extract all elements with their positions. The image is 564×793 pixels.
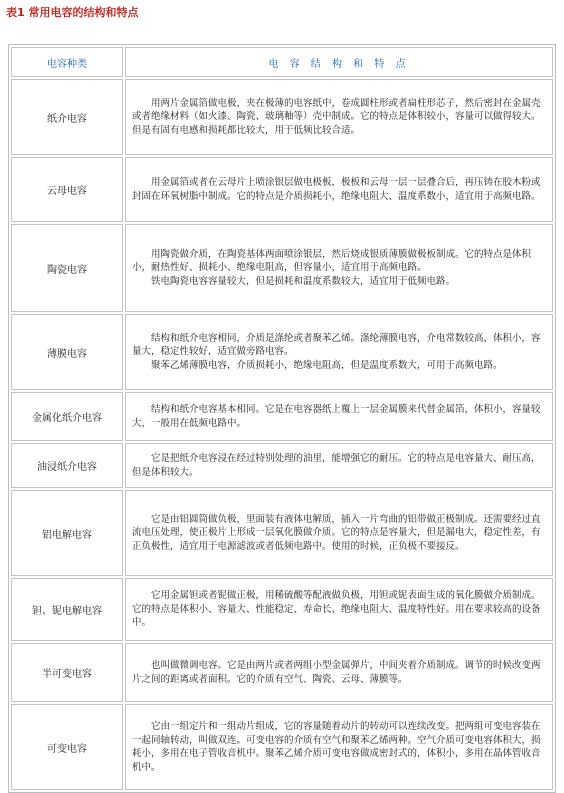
capacitor-name: 半可变电容: [11, 643, 123, 702]
description-paragraph: 它由一组定片和一组动片组成，它的容量随着动片的转动可以连续改变。把两组可变电容装在一起同轴转动，叫做双连。可变电容的介质有空气和聚苯乙烯两种。空气介质可变电容体积大，损耗小，多用在电子管收音机中。聚苯乙烯介质可变电容做成密封式的，体积小，多用在晶体管收音机中。: [132, 721, 541, 773]
table-row: [11, 224, 553, 312]
table-row: [11, 578, 553, 641]
description-paragraph: 铁电陶瓷电容容量较大，但是损耗和温度系数较大，适宜用于低频电路。: [151, 275, 456, 287]
description-paragraph: 结构和纸介电容相同，介质是涤纶或者聚苯乙烯。涤纶薄膜电容，介电常数较高，体积小，容量大，稳定性较好，适宜做旁路电容。: [132, 332, 541, 358]
table-row: [11, 392, 553, 441]
description-paragraph: 它是把纸介电容浸在经过特别处理的油里，能增强它的耐压。它的特点是电容量大、耐压高，但是体积较大。: [132, 453, 541, 478]
table-row: [11, 490, 553, 576]
table-header-row: [11, 47, 553, 77]
description-paragraph: 聚苯乙烯薄膜电容，介质损耗小，绝缘电阻高，但是温度系数大，可用于高频电路。: [151, 359, 503, 371]
table-row: [11, 704, 553, 790]
capacitor-description: [125, 490, 553, 576]
capacitor-name: 薄膜电容: [11, 314, 123, 390]
table-row: [11, 643, 553, 702]
table-row: [11, 157, 553, 222]
capacitor-description: [125, 224, 553, 312]
capacitor-name: 纸介电容: [11, 79, 123, 155]
table-row: [11, 79, 553, 155]
capacitor-description: [125, 314, 553, 390]
capacitor-table: [8, 44, 556, 793]
capacitor-table-container: [8, 44, 556, 793]
capacitor-name: 云母电容: [11, 157, 123, 222]
description-paragraph: 也叫做微调电容。它是由两片或者两组小型金属弹片，中间夹着介质制成。调节的时候改变两片之间的距离或者面积。它的介质有空气、陶瓷、云母、薄膜等。: [132, 660, 541, 685]
description-paragraph: 用陶瓷做介质，在陶瓷基体两面喷涂银层，然后烧成银质薄膜做极板制成。它的特点是体积小，耐热性好、损耗小、绝缘电阻高，但容量小，适宜用于高频电路。: [132, 248, 532, 274]
capacitor-name: 钽、铌电解电容: [11, 578, 123, 641]
header-capacitor-type: 电容种类: [11, 47, 123, 77]
capacitor-description: [125, 643, 553, 702]
capacitor-name: 可变电容: [11, 704, 123, 790]
capacitor-description: [125, 443, 553, 488]
capacitor-name: 金属化纸介电容: [11, 392, 123, 441]
capacitor-description: [125, 392, 553, 441]
description-paragraph: 结构和纸介电容基本相同。它是在电容器纸上覆上一层金属膜来代替金属箔，体积小，容量较大，一般用在低频电路中。: [132, 404, 541, 429]
capacitor-description: [125, 578, 553, 641]
capacitor-description: [125, 79, 553, 155]
table-row: [11, 314, 553, 390]
description-paragraph: 它用金属钽或者铌做正极，用稀硫酸等配液做负极，用钽或铌表面生成的氧化膜做介质制成。它的特点是体积小、容量大、性能稳定、寿命长、绝缘电阻大、温度特性好。用在要求较高的设备中。: [132, 590, 541, 629]
header-structure-features: 电 容 结 构 和 特 点: [125, 47, 553, 77]
description-paragraph: 用两片金属箔做电极，夹在极薄的电容纸中，卷成圆柱形或者扁柱形芯子，然后密封在金属壳或者绝缘材料（如火漆、陶瓷、玻璃釉等）壳中制成。它的特点是体积较小，容量可以做得较大。但是有固有电感和损耗都比较大，用于低频比较合适。: [132, 97, 541, 136]
table-row: [11, 443, 553, 488]
capacitor-description: [125, 157, 553, 222]
description-paragraph: 它是由铝圆筒做负极，里面装有液体电解质，插入一片弯曲的铝带做正极制成。还需要经过直流电压处理，使正极片上形成一层氧化膜做介质。它的特点是容量大，但是漏电大，稳定性差，有正负极性，适宜用于电源滤波或者低频电路中。使用的时候，正负极不要接反。: [132, 513, 541, 552]
description-paragraph: 用金属箔或者在云母片上喷涂银层做电极板，极板和云母一层一层叠合后，再压铸在胶木粉或封固在环氧树脂中制成。它的特点是介质损耗小，绝缘电阻大、温度系数小，适宜用于高频电路。: [132, 177, 541, 202]
capacitor-name: 铝电解电容: [11, 490, 123, 576]
table-title: 表1 常用电容的结构和特点: [6, 6, 139, 19]
capacitor-name: 陶瓷电容: [11, 224, 123, 312]
capacitor-description: [125, 704, 553, 790]
capacitor-name: 油浸纸介电容: [11, 443, 123, 488]
